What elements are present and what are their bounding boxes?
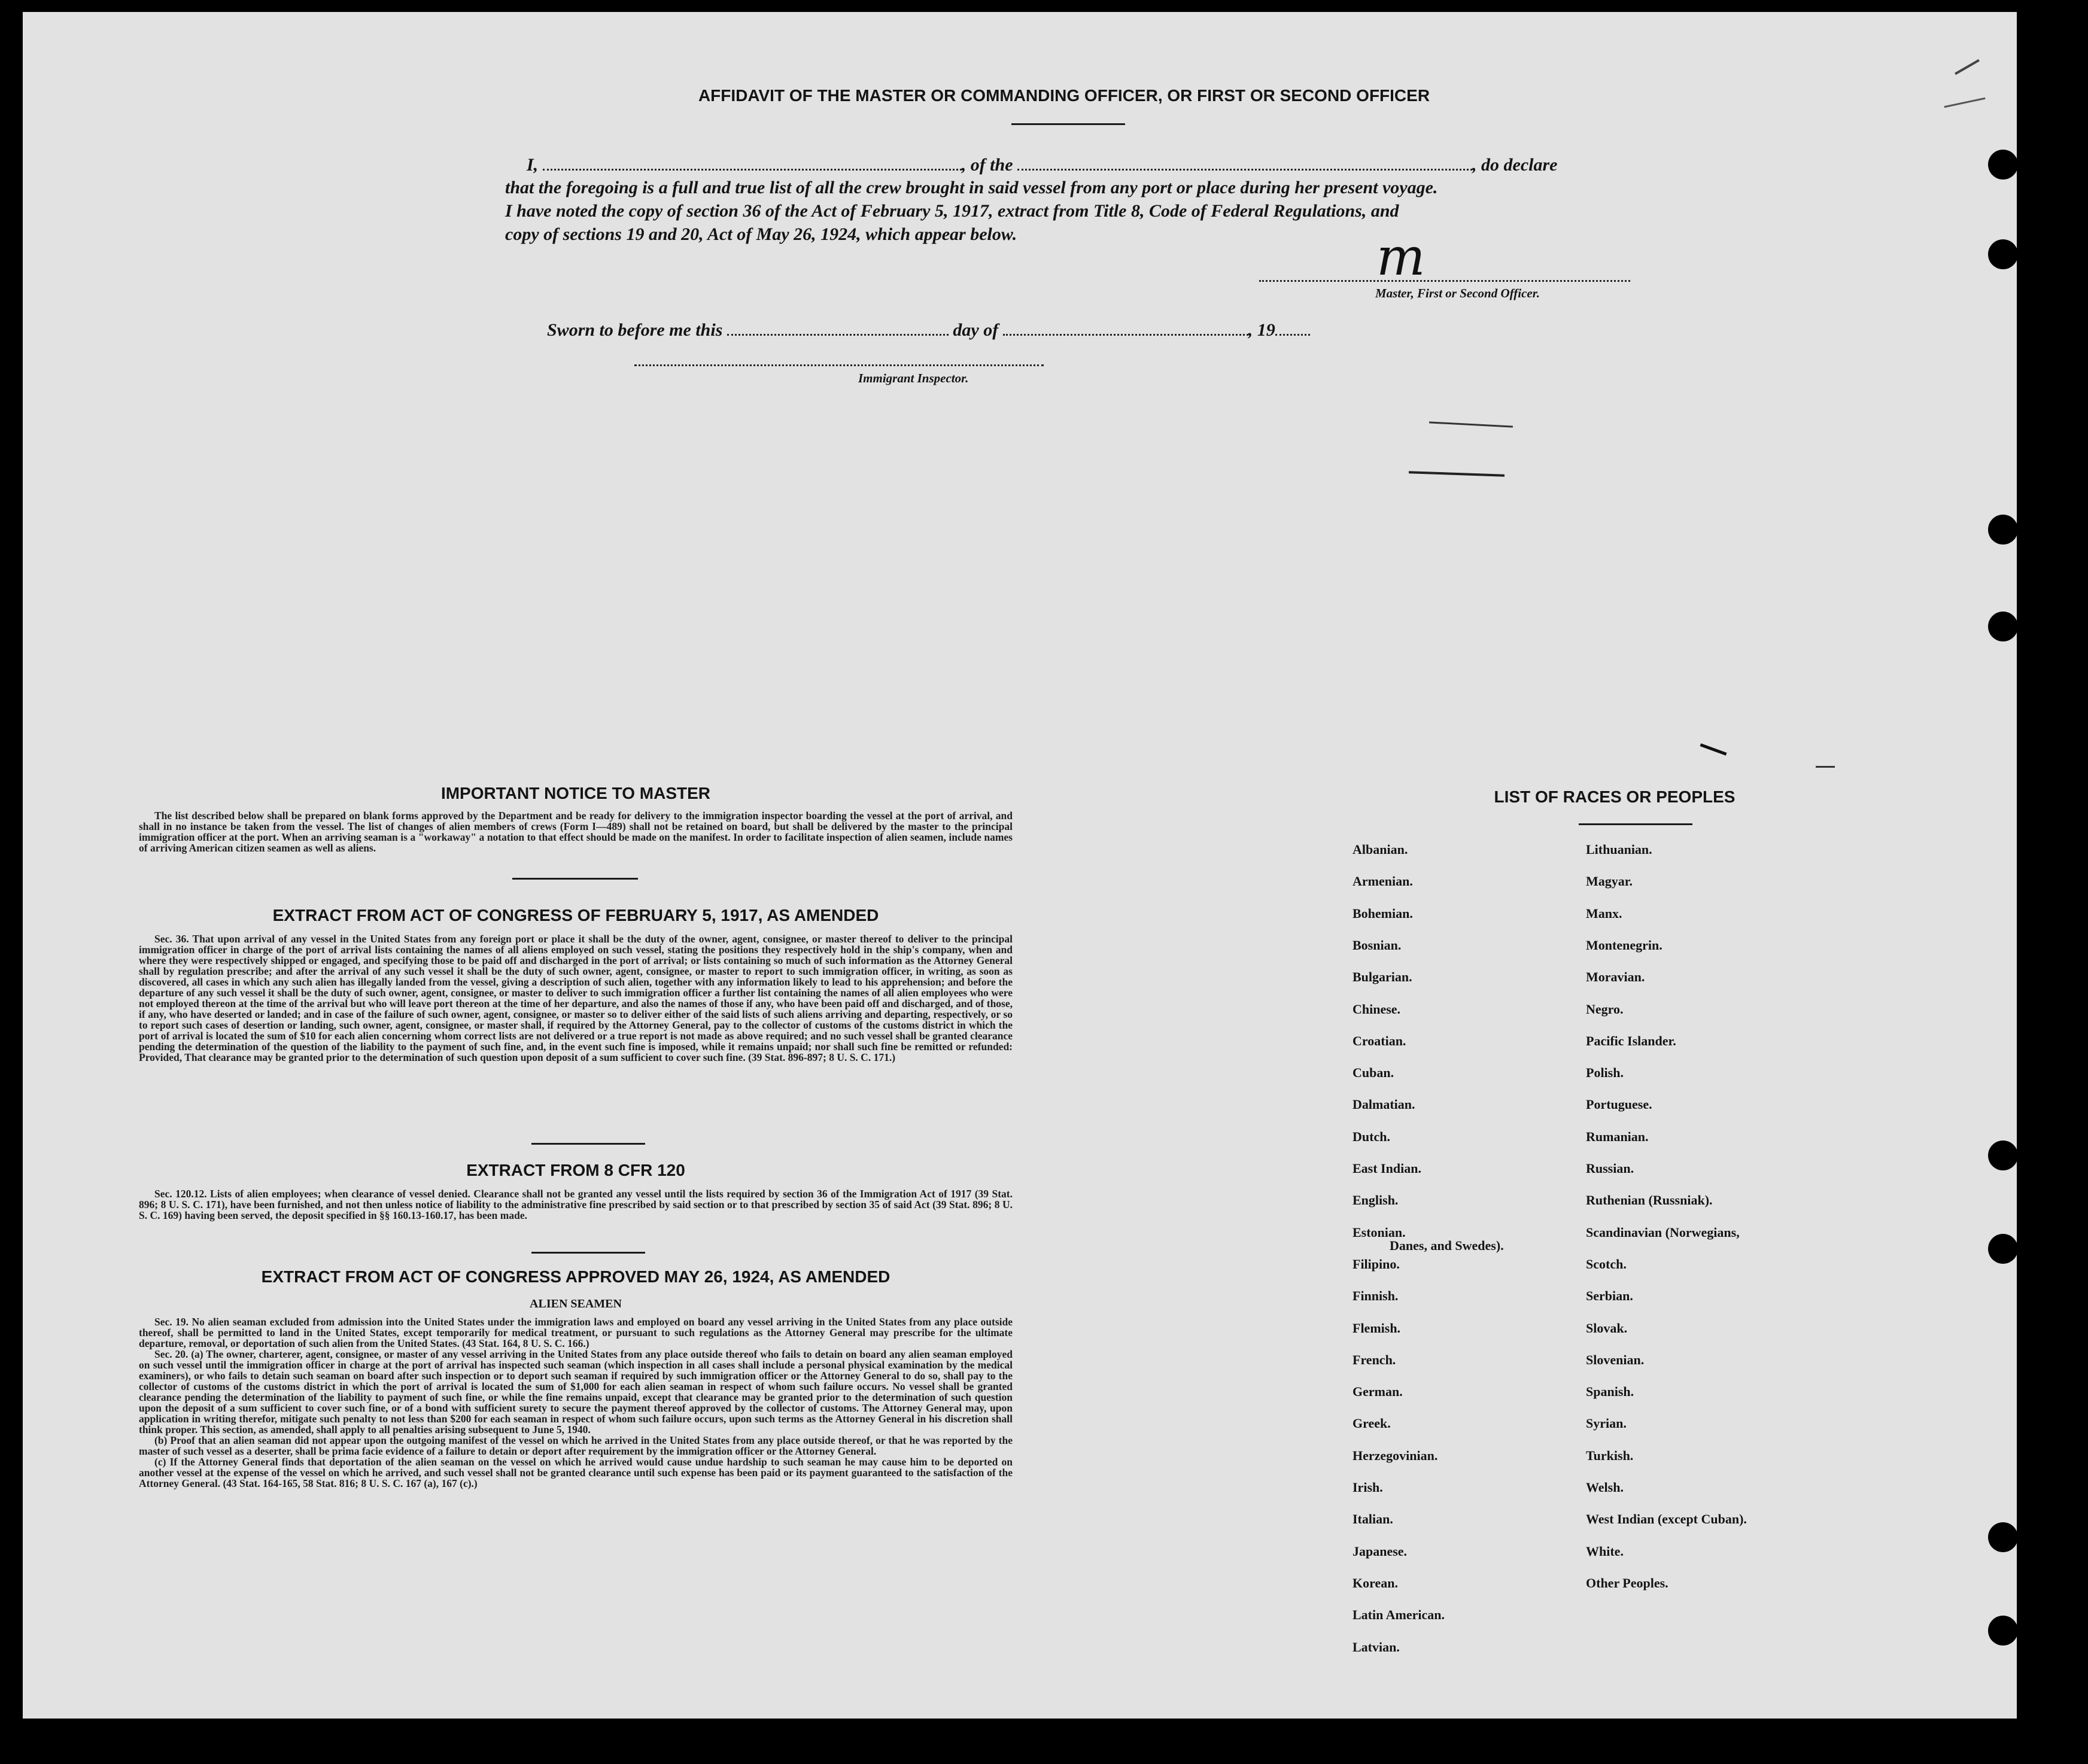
punch-hole: [1988, 150, 2018, 180]
master-signature-line[interactable]: [1259, 280, 1630, 282]
declare-label: , do declare: [1472, 155, 1558, 175]
race-item: French.: [1353, 1352, 1396, 1367]
master-name-field[interactable]: [543, 169, 962, 171]
race-item: Japanese.: [1353, 1543, 1408, 1559]
stray-mark: [1700, 743, 1727, 755]
race-item: Herzegovinian.: [1353, 1447, 1438, 1463]
title-rule: [1011, 123, 1125, 125]
punch-hole: [1988, 1616, 2018, 1646]
punch-hole: [1988, 1522, 2018, 1552]
master-caption: Master, First or Second Officer.: [1375, 286, 1540, 300]
of-the-label: , of the: [961, 155, 1013, 175]
declaration-line-4: copy of sections 19 and 20, Act of May 26, 1924, which appear below.: [505, 224, 1017, 244]
race-item: Montenegrin.: [1586, 937, 1663, 953]
race-item: Croatian.: [1353, 1033, 1406, 1048]
race-item: Bulgarian.: [1353, 969, 1412, 985]
section-20a-paragraph: Sec. 20. (a) The owner, charterer, agent, consignee, or master of any vessel arriving in the United States from any place outside thereof who fails to detain on board any alien seaman employed on such vessel until the immigration officer in charge at the port of arrival has inspected such seaman (which inspection in all cases shall include a personal physical examination by the medical examiners), or who fails to detain such seaman on board after such inspection or to deport such seaman if required by such immigration officer or the Attorney General to do so, shall pay to the collector of customs of the customs district in which the port of arrival is located the sum of $1,000 for each alien seaman in respect of whom such failure occurs. No vessel shall be granted clearance pending the determination of the liability to payment of such fine, or while the fine remains unpaid, except that clearance may be granted prior to the determination of such question upon the deposit of a sum sufficient to cover such fine, or of a bond with sufficient surety to secure the payment thereof approved by the collector of customs. The Attorney General may, upon application in writing therefor, mitigate such penalty to not less than $200 for each seaman in respect of whom such failure occurs, upon such terms as the Attorney General in his discretion shall think proper. This section, as amended, shall apply to all penalties arising subsequent to June 5, 1940.: [139, 1348, 1013, 1435]
declaration-line-3: I have noted the copy of section 36 of the Act of February 5, 1917, extract from Title 8, Code of Federal Regulations, and: [505, 201, 1399, 221]
race-item: Polish.: [1586, 1065, 1624, 1081]
sworn-label: Sworn to before me this: [547, 320, 723, 340]
race-item: Portuguese.: [1586, 1097, 1652, 1112]
section-20c-paragraph: (c) If the Attorney General finds that deportation of the alien seaman on the vessel on which he arrived would cause undue hardship to such seaman he may cause him to be deported on another vessel at the expense of the vessel on which he arrived, and such vessel shall not be granted clearance until such expense has been paid or its payment guaranteed to the satisfaction of the Attorney General. (43 Stat. 164-165, 58 Stat. 816; 8 U. S. C. 167 (a), 167 (c).): [139, 1456, 1013, 1489]
extract-cfr-body: [139, 1188, 1013, 1221]
stray-mark: [1944, 98, 1985, 108]
sworn-day-field[interactable]: [727, 334, 949, 336]
race-item: Other Peoples.: [1586, 1575, 1668, 1590]
punch-hole: [1988, 1140, 2018, 1170]
race-item: Spanish.: [1586, 1384, 1634, 1400]
punch-hole: [1988, 239, 2018, 269]
race-item: White.: [1586, 1543, 1624, 1559]
sworn-month-field[interactable]: [1003, 334, 1248, 336]
vessel-name-field[interactable]: [1017, 169, 1472, 171]
notice-title: IMPORTANT NOTICE TO MASTER: [440, 784, 711, 802]
race-item: Lithuanian.: [1586, 842, 1652, 857]
race-item: Ruthenian (Russniak).: [1586, 1193, 1713, 1208]
race-item: Bosnian.: [1353, 937, 1402, 953]
punch-hole: [1988, 612, 2018, 641]
race-item: Rumanian.: [1586, 1129, 1649, 1144]
section-rule: [531, 1252, 645, 1254]
race-item: Dalmatian.: [1353, 1097, 1415, 1112]
race-item: Flemish.: [1353, 1320, 1401, 1336]
race-item: Bohemian.: [1353, 905, 1413, 921]
race-item: German.: [1353, 1384, 1403, 1400]
race-item: Magyar.: [1586, 874, 1633, 889]
stray-mark: [1409, 471, 1505, 477]
notice-body: [139, 810, 1013, 853]
race-item: Korean.: [1353, 1575, 1398, 1590]
signature-mark: m: [1376, 227, 1426, 287]
punch-hole: [1988, 515, 2018, 545]
race-item: Scotch.: [1586, 1256, 1627, 1272]
extract-cfr-title: EXTRACT FROM 8 CFR 120: [466, 1161, 685, 1179]
race-item: Scandinavian (Norwegians,: [1586, 1224, 1740, 1240]
race-item: Russian.: [1586, 1161, 1634, 1176]
race-item: Moravian.: [1586, 969, 1645, 985]
notice-paragraph: The list described below shall be prepared on blank forms approved by the Department and be ready for delivery to the immigration inspector boarding the vessel at the port of arrival, and shall in no instance be taken from the vessel. The list of changes of alien members of crews (Form I—489) shall not be retained on board, but shall be delivered by the master to the principal immigration officer at the port. When an arriving seaman is a "workaway" a notation to that effect should be made on the manifest. In order to facilitate inspection of alien seamen, include names of arriving American citizen seamen as well as aliens.: [139, 810, 1013, 854]
race-item: Filipino.: [1353, 1256, 1400, 1272]
stray-mark: [1955, 59, 1980, 75]
section-rule: [512, 878, 638, 880]
section-19-paragraph: Sec. 19. No alien seaman excluded from admission into the United States under the immigration laws and employed on board any vessel arriving in the United States from any place outside thereof, shall be permitted to land in the United States, except temporarily for medical treatment, or pursuant to such regulations as the Attorney General may prescribe for the ultimate departure, removal, or deportation of such alien from the United States. (43 Stat. 164, 8 U. S. C. 166.): [139, 1316, 1013, 1349]
i-label: I,: [527, 155, 539, 175]
alien-seamen-subtitle: ALIEN SEAMEN: [530, 1297, 622, 1310]
race-item: Latin American.: [1353, 1607, 1445, 1623]
race-item: Armenian.: [1353, 874, 1413, 889]
day-of-label: day of: [953, 320, 999, 340]
race-item: Danes, and Swedes).: [1390, 1237, 1504, 1253]
races-title: LIST OF RACES OR PEOPLES: [1494, 787, 1736, 806]
race-item: Serbian.: [1586, 1288, 1633, 1304]
inspector-signature-line[interactable]: [634, 364, 1044, 366]
extract-1917-title: EXTRACT FROM ACT OF CONGRESS OF FEBRUARY 5, 1917, AS AMENDED: [272, 906, 879, 924]
race-item: Welsh.: [1586, 1480, 1624, 1495]
section-rule: [531, 1143, 645, 1145]
race-item: Slovenian.: [1586, 1352, 1645, 1367]
race-item: Pacific Islander.: [1586, 1033, 1676, 1048]
race-item: Negro.: [1586, 1001, 1624, 1017]
declaration-line-2: that the foregoing is a full and true list of all the crew brought in said vessel from any port or place during her present voyage.: [505, 178, 1438, 197]
extract-1924-body: [139, 1316, 1013, 1489]
race-item: Turkish.: [1586, 1447, 1634, 1463]
extract-1917-body: [139, 933, 1013, 1063]
affidavit-title: AFFIDAVIT OF THE MASTER OR COMMANDING OFFICER, OR FIRST OR SECOND OFFICER: [698, 86, 1430, 105]
section-120-paragraph: Sec. 120.12. Lists of alien employees; when clearance of vessel denied. Clearance shall not be granted any vessel until the lists required by section 36 of the Immigration Act of 1917 (39 Stat. 896; 8 U. S. C. 171), have been furnished, and not then unless notice of liability to the administrative fine prescribed by said section or to that prescribed by section 35 of said Act (39 Stat. 896; 8 U. S. C. 169) having been served, the deposit specified in §§ 160.13-160.17, has been made.: [139, 1188, 1013, 1221]
race-item: Dutch.: [1353, 1129, 1390, 1144]
section-36-paragraph: Sec. 36. That upon arrival of any vessel in the United States from any foreign port or place it shall be the duty of the owner, agent, consignee, or master thereof to deliver to the principal immigration officer in charge of the port of arrival lists containing the names of all aliens employed on such vessel, stating the positions they respectively hold in the ship's company, when and where they were respectively shipped or engaged, and specifying those to be paid off and discharged in the port of arrival; or lists containing so much of such information as the Attorney General shall by regulation prescribe; and after the arrival of any such vessel it shall be the duty of such owner, agent, consignee, or master to report to such immigration officer, in writing, as soon as discovered, all cases in which any such alien has illegally landed from the vessel, giving a description of such alien, together with any information likely to lead to his apprehension; and before the departure of any such vessel it shall be the duty of such owner, agent, consignee, or master to deliver to such immigration officer a further list containing the names of all alien employees who were not employed thereon at the time of the arrival but who will leave port thereon at the time of her departure, and also the names of those if any, who have been paid off and discharged, and of those, if any, who have deserted or landed; and in case of the failure of such owner, agent, consignee, or master so to deliver either of the said lists of such aliens arriving and departing, respectively, or so to report such cases of desertion or landing, such owner, agent, consignee, or master shall, if required by the Attorney General, pay to the collector of customs of the customs district in which the port of arrival is located the sum of $10 for each alien concerning whom correct lists are not delivered or a true report is not made as above required; and no such vessel shall be granted clearance pending the determination of the question of the liability to the payment of such fine, and, in the event such fine is imposed, while it remains unpaid; nor shall such fine be remitted or refunded: Provided, That clearance may be granted prior to the determination of such question upon deposit of a sum sufficient to cover such fine. (39 Stat. 896-897; 8 U. S. C. 171.): [139, 933, 1013, 1063]
declaration-line-1: [527, 153, 1939, 177]
sworn-year-field[interactable]: [1275, 334, 1310, 336]
race-item: Cuban.: [1353, 1065, 1394, 1081]
race-item: Irish.: [1353, 1480, 1383, 1495]
race-item: Manx.: [1586, 905, 1622, 921]
year-label: , 19: [1248, 320, 1275, 340]
punch-hole: [1988, 1234, 2018, 1264]
race-item: Latvian.: [1353, 1639, 1400, 1654]
race-item: Slovak.: [1586, 1320, 1628, 1336]
extract-1924-title: EXTRACT FROM ACT OF CONGRESS APPROVED MAY 26, 1924, AS AMENDED: [261, 1267, 890, 1286]
stray-mark: [1816, 766, 1835, 768]
race-item: West Indian (except Cuban).: [1586, 1511, 1747, 1527]
race-item: Italian.: [1353, 1511, 1393, 1527]
race-item: East Indian.: [1353, 1161, 1421, 1176]
race-item: Estonian.: [1353, 1224, 1406, 1240]
section-20b-paragraph: (b) Proof that an alien seaman did not appear upon the outgoing manifest of the vessel on which he arrived in the United States from any place outside thereof, or that he was reported by the master of such vessel as a deserter, shall be prima facie evidence of a failure to detain or deport after requirement by the immigration officer or the Attorney General.: [139, 1434, 1013, 1457]
race-item: Albanian.: [1353, 842, 1408, 857]
document-page: [23, 12, 2017, 1719]
race-item: Finnish.: [1353, 1288, 1399, 1304]
race-item: Greek.: [1353, 1416, 1391, 1431]
race-item: English.: [1353, 1193, 1399, 1208]
races-title-rule: [1579, 823, 1692, 825]
race-item: Chinese.: [1353, 1001, 1401, 1017]
stray-mark: [1429, 421, 1513, 427]
race-item: Syrian.: [1586, 1416, 1627, 1431]
sworn-line: [547, 318, 1310, 342]
inspector-caption: Immigrant Inspector.: [858, 371, 969, 385]
